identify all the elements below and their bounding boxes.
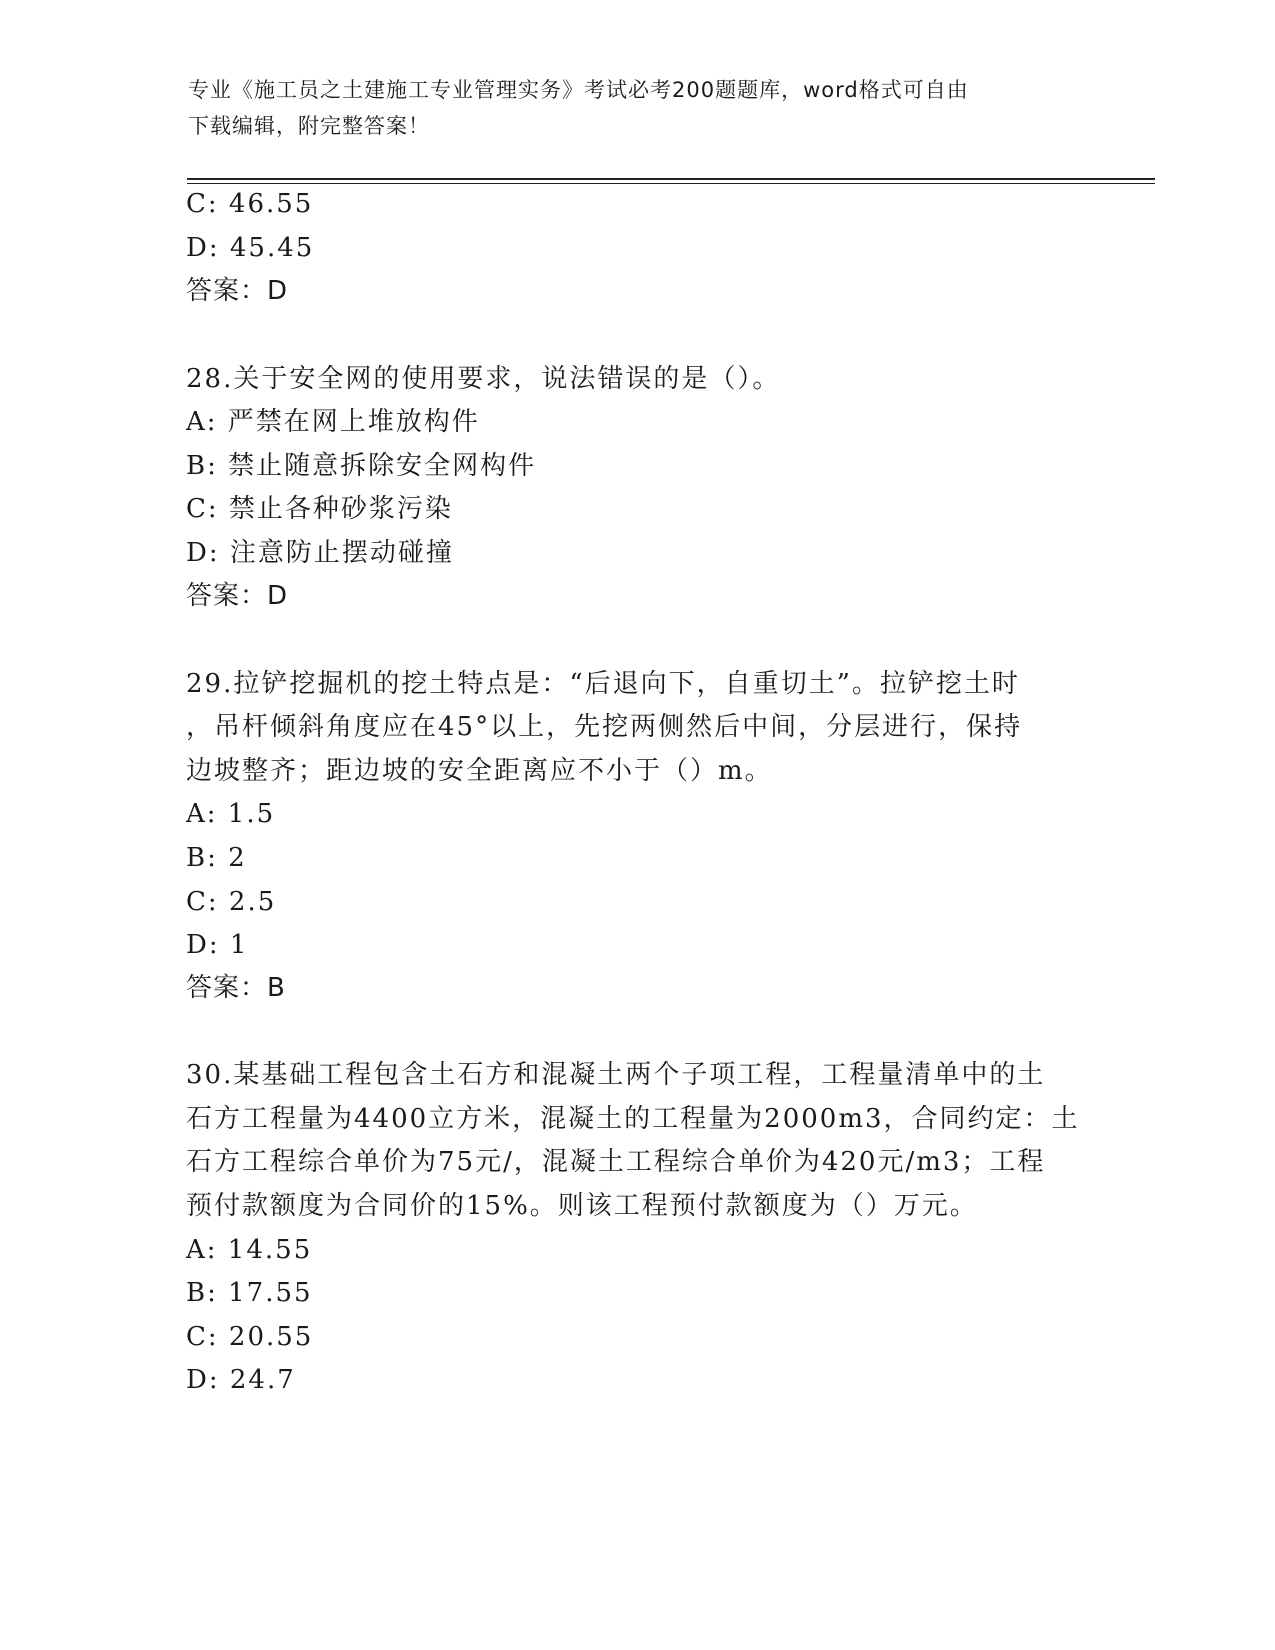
q29-answer: 答案：B [186,973,286,1003]
q29-stem-line-2: ，吊杆倾斜角度应在45°以上，先挖两侧然后中间，分层进行，保持 [186,712,1023,742]
q30-option-a: A: 14.55 [186,1235,313,1265]
header-divider-thin [187,183,1155,184]
q28-stem: 28.关于安全网的使用要求，说法错误的是（）。 [186,364,781,394]
q29-option-d: D: 1 [186,930,249,960]
q30-stem-line-1: 30.某基础工程包含土石方和混凝土两个子项工程，工程量清单中的土 [186,1060,1046,1090]
q27-answer: 答案：D [186,276,289,306]
q30-stem-line-4: 预付款额度为合同价的15%。则该工程预付款额度为（）万元。 [186,1191,978,1221]
q29-stem-line-3: 边坡整齐；距边坡的安全距离应不小于（）m。 [186,756,773,786]
q27-option-c: C: 46.55 [186,189,314,219]
q30-option-b: B: 17.55 [186,1278,313,1308]
q29-option-a: A: 1.5 [186,799,276,829]
q30-stem-line-3: 石方工程综合单价为75元/，混凝土工程综合单价为420元/m3；工程 [186,1147,1046,1177]
q28-option-d: D: 注意防止摆动碰撞 [186,538,454,568]
document-header [188,72,1088,144]
q28-option-c: C: 禁止各种砂浆污染 [186,494,453,524]
q27-option-d: D: 45.45 [186,233,315,263]
q28-answer: 答案：D [186,581,289,611]
q29-stem-line-1: 29.拉铲挖掘机的挖土特点是：“后退向下，自重切土”。拉铲挖土时 [186,669,1020,699]
header-title-line-1: 专业《施工员之土建施工专业管理实务》考试必考200题题库，word格式可自由 [188,78,969,102]
q28-option-a: A: 严禁在网上堆放构件 [186,407,480,437]
q29-option-c: C: 2.5 [186,887,277,917]
q30-stem-line-2: 石方工程量为4400立方米，混凝土的工程量为2000m3，合同约定：土 [186,1104,1080,1134]
q29-option-b: B: 2 [186,843,247,873]
header-title-line-2: 下载编辑，附完整答案！ [188,114,430,138]
q30-option-c: C: 20.55 [186,1322,314,1352]
q30-option-d: D: 24.7 [186,1365,296,1395]
q28-option-b: B: 禁止随意拆除安全网构件 [186,451,537,481]
header-divider-thick [187,178,1155,180]
